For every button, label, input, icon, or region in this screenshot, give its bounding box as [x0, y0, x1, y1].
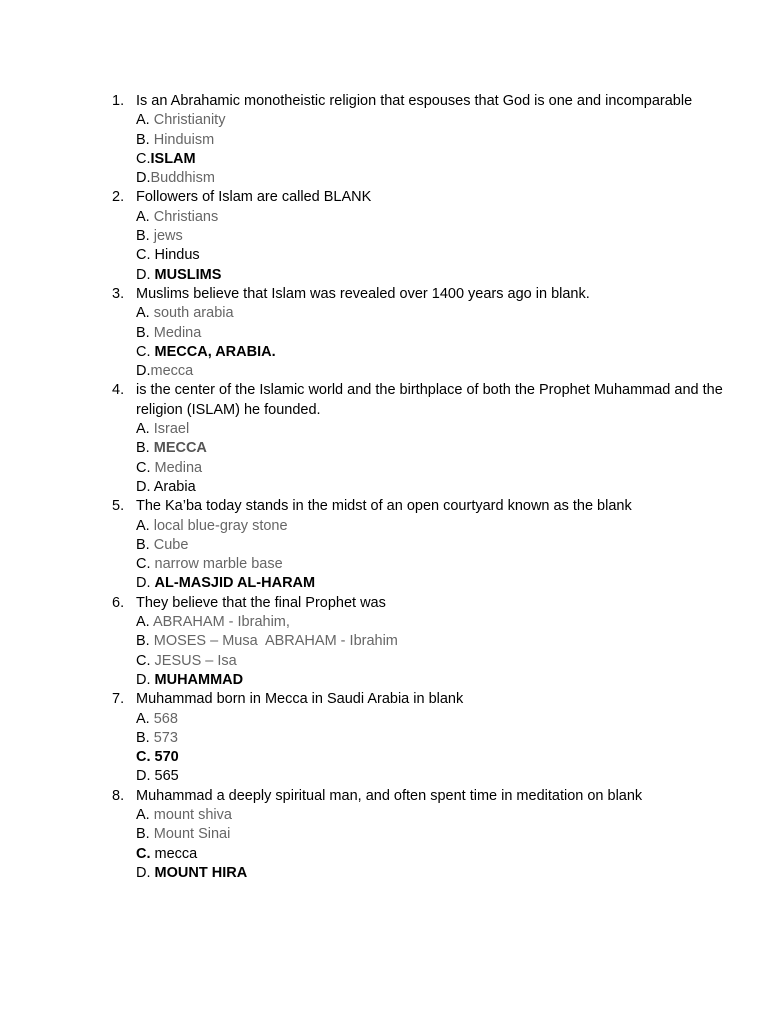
choice-letter: A. [136, 614, 153, 631]
answer-choice [136, 536, 732, 555]
question-item [112, 381, 732, 497]
answer-choice [136, 459, 732, 478]
question-text: They believe that the final Prophet was [136, 594, 386, 611]
choice-letter: C. [136, 459, 155, 476]
question-number: 8. [112, 787, 125, 804]
answer-choice [136, 671, 732, 690]
choice-text: mecca [150, 363, 194, 380]
choice-letter: C. [136, 845, 155, 862]
question-text: Muslims believe that Islam was revealed over 1400 years ago in blank. [136, 285, 590, 302]
choice-letter: C. [136, 749, 155, 766]
answer-choice [136, 748, 732, 767]
choice-letter: A. [136, 517, 154, 534]
question-number: 1. [112, 93, 125, 109]
choice-letter: C. [136, 556, 155, 573]
correct-answer-text: AL-MASJID AL-HARAM [154, 575, 316, 592]
choice-text: 573 [153, 729, 178, 746]
choice-text: mecca [154, 845, 198, 862]
answer-choice [136, 420, 732, 439]
correct-answer-text: MUHAMMAD [154, 671, 244, 688]
answer-choice [136, 343, 732, 362]
question-item [112, 497, 732, 593]
answer-choice [136, 652, 732, 671]
choice-text: MOSES – Musa ABRAHAM - Ibrahim [153, 633, 398, 650]
correct-answer-text: ISLAM [150, 150, 196, 167]
question-item [112, 92, 732, 188]
choice-text: 565 [154, 768, 179, 785]
choice-letter: A. [136, 806, 154, 823]
question-item [112, 594, 732, 690]
choice-letter: D. [136, 266, 155, 283]
choice-letter: D. [136, 363, 151, 380]
choice-text: 568 [153, 710, 178, 727]
choice-text: Christians [153, 208, 219, 225]
choice-letter: A. [136, 710, 154, 727]
question-item [112, 188, 732, 284]
question-list [112, 92, 732, 883]
choice-text: Arabia [153, 478, 196, 495]
question-number: 6. [112, 594, 125, 611]
choice-letter: B. [136, 228, 154, 245]
choice-letter: A. [136, 208, 154, 225]
answer-choice [136, 208, 732, 227]
choice-text: Hinduism [153, 131, 215, 148]
answer-choice [136, 304, 732, 323]
choice-text: south arabia [153, 305, 234, 322]
choice-letter: C. [136, 652, 155, 669]
choice-text: Medina [153, 324, 202, 341]
answer-choice [136, 806, 732, 825]
correct-answer-text: 570 [154, 749, 179, 766]
answer-choice [136, 825, 732, 844]
question-number: 3. [112, 285, 125, 302]
choice-text: Medina [154, 459, 203, 476]
question-text: is the center of the Islamic world and the birthplace of both the Prophet Muhammad and the religion (ISLAM) he founded. [136, 382, 723, 418]
correct-answer-text: MOUNT HIRA [154, 864, 248, 881]
choice-letter: D. [136, 864, 155, 881]
answer-choice [136, 710, 732, 729]
question-text: The Ka’ba today stands in the midst of an open courtyard known as the blank [136, 498, 632, 515]
choice-text: local blue-gray stone [153, 517, 288, 534]
question-number: 5. [112, 498, 125, 515]
answer-choice [136, 478, 732, 497]
answer-choice [136, 845, 732, 864]
answer-choice [136, 864, 732, 883]
question-text: Muhammad a deeply spiritual man, and often spent time in meditation on blank [136, 787, 643, 804]
answer-choice [136, 227, 732, 246]
answer-choice [136, 266, 732, 285]
choice-letter: B. [136, 729, 154, 746]
question-number: 7. [112, 691, 125, 708]
choice-text: jews [153, 228, 183, 245]
choice-text: Christianity [153, 112, 226, 129]
choice-letter: B. [136, 633, 154, 650]
answer-choice [136, 150, 732, 169]
choice-letter: A. [136, 421, 154, 438]
answer-choice [136, 574, 732, 593]
choice-letter: C. [136, 247, 155, 264]
question-item [112, 285, 732, 381]
choice-text: narrow marble base [154, 556, 283, 573]
choice-text: MECCA [153, 440, 207, 457]
question-item [112, 690, 732, 786]
choice-letter: D. [136, 478, 154, 495]
choice-letter: D. [136, 575, 155, 592]
question-number: 4. [112, 382, 125, 399]
question-number: 2. [112, 189, 125, 206]
choice-letter: D. [136, 170, 151, 187]
choice-letter: A. [136, 305, 154, 322]
choice-letter: B. [136, 536, 154, 553]
choice-text: Buddhism [150, 170, 215, 187]
answer-choice [136, 555, 732, 574]
answer-choice [136, 613, 732, 632]
answer-choice [136, 362, 732, 381]
choice-text: mount shiva [153, 806, 232, 823]
choice-letter: B. [136, 440, 154, 457]
answer-choice [136, 517, 732, 536]
choice-letter: D. [136, 768, 155, 785]
answer-choice [136, 111, 732, 130]
question-text: Muhammad born in Mecca in Saudi Arabia in blank [136, 691, 464, 708]
choice-letter: C. [136, 343, 155, 360]
choice-letter: C. [136, 150, 151, 167]
answer-choice [136, 439, 732, 458]
question-text: Is an Abrahamic monotheistic religion that espouses that God is one and incomparable [136, 93, 693, 109]
answer-choice [136, 632, 732, 651]
choice-text: Hindus [154, 247, 200, 264]
question-item [112, 787, 732, 883]
answer-choice [136, 324, 732, 343]
choice-letter: D. [136, 671, 155, 688]
choice-letter: B. [136, 131, 154, 148]
answer-choice [136, 729, 732, 748]
choice-text: ABRAHAM - Ibrahim, [152, 614, 290, 631]
answer-choice [136, 246, 732, 265]
choice-letter: B. [136, 826, 154, 843]
answer-choice [136, 169, 732, 188]
choice-text: Israel [153, 421, 190, 438]
choice-letter: A. [136, 112, 154, 129]
question-text: Followers of Islam are called BLANK [136, 189, 372, 206]
answer-choice [136, 767, 732, 786]
correct-answer-text: MUSLIMS [154, 266, 222, 283]
answer-choice [136, 131, 732, 150]
choice-letter: B. [136, 324, 154, 341]
choice-text: Cube [153, 536, 189, 553]
correct-answer-text: MECCA, ARABIA. [154, 343, 276, 360]
choice-text: JESUS – Isa [154, 652, 237, 669]
choice-text: Mount Sinai [153, 826, 231, 843]
